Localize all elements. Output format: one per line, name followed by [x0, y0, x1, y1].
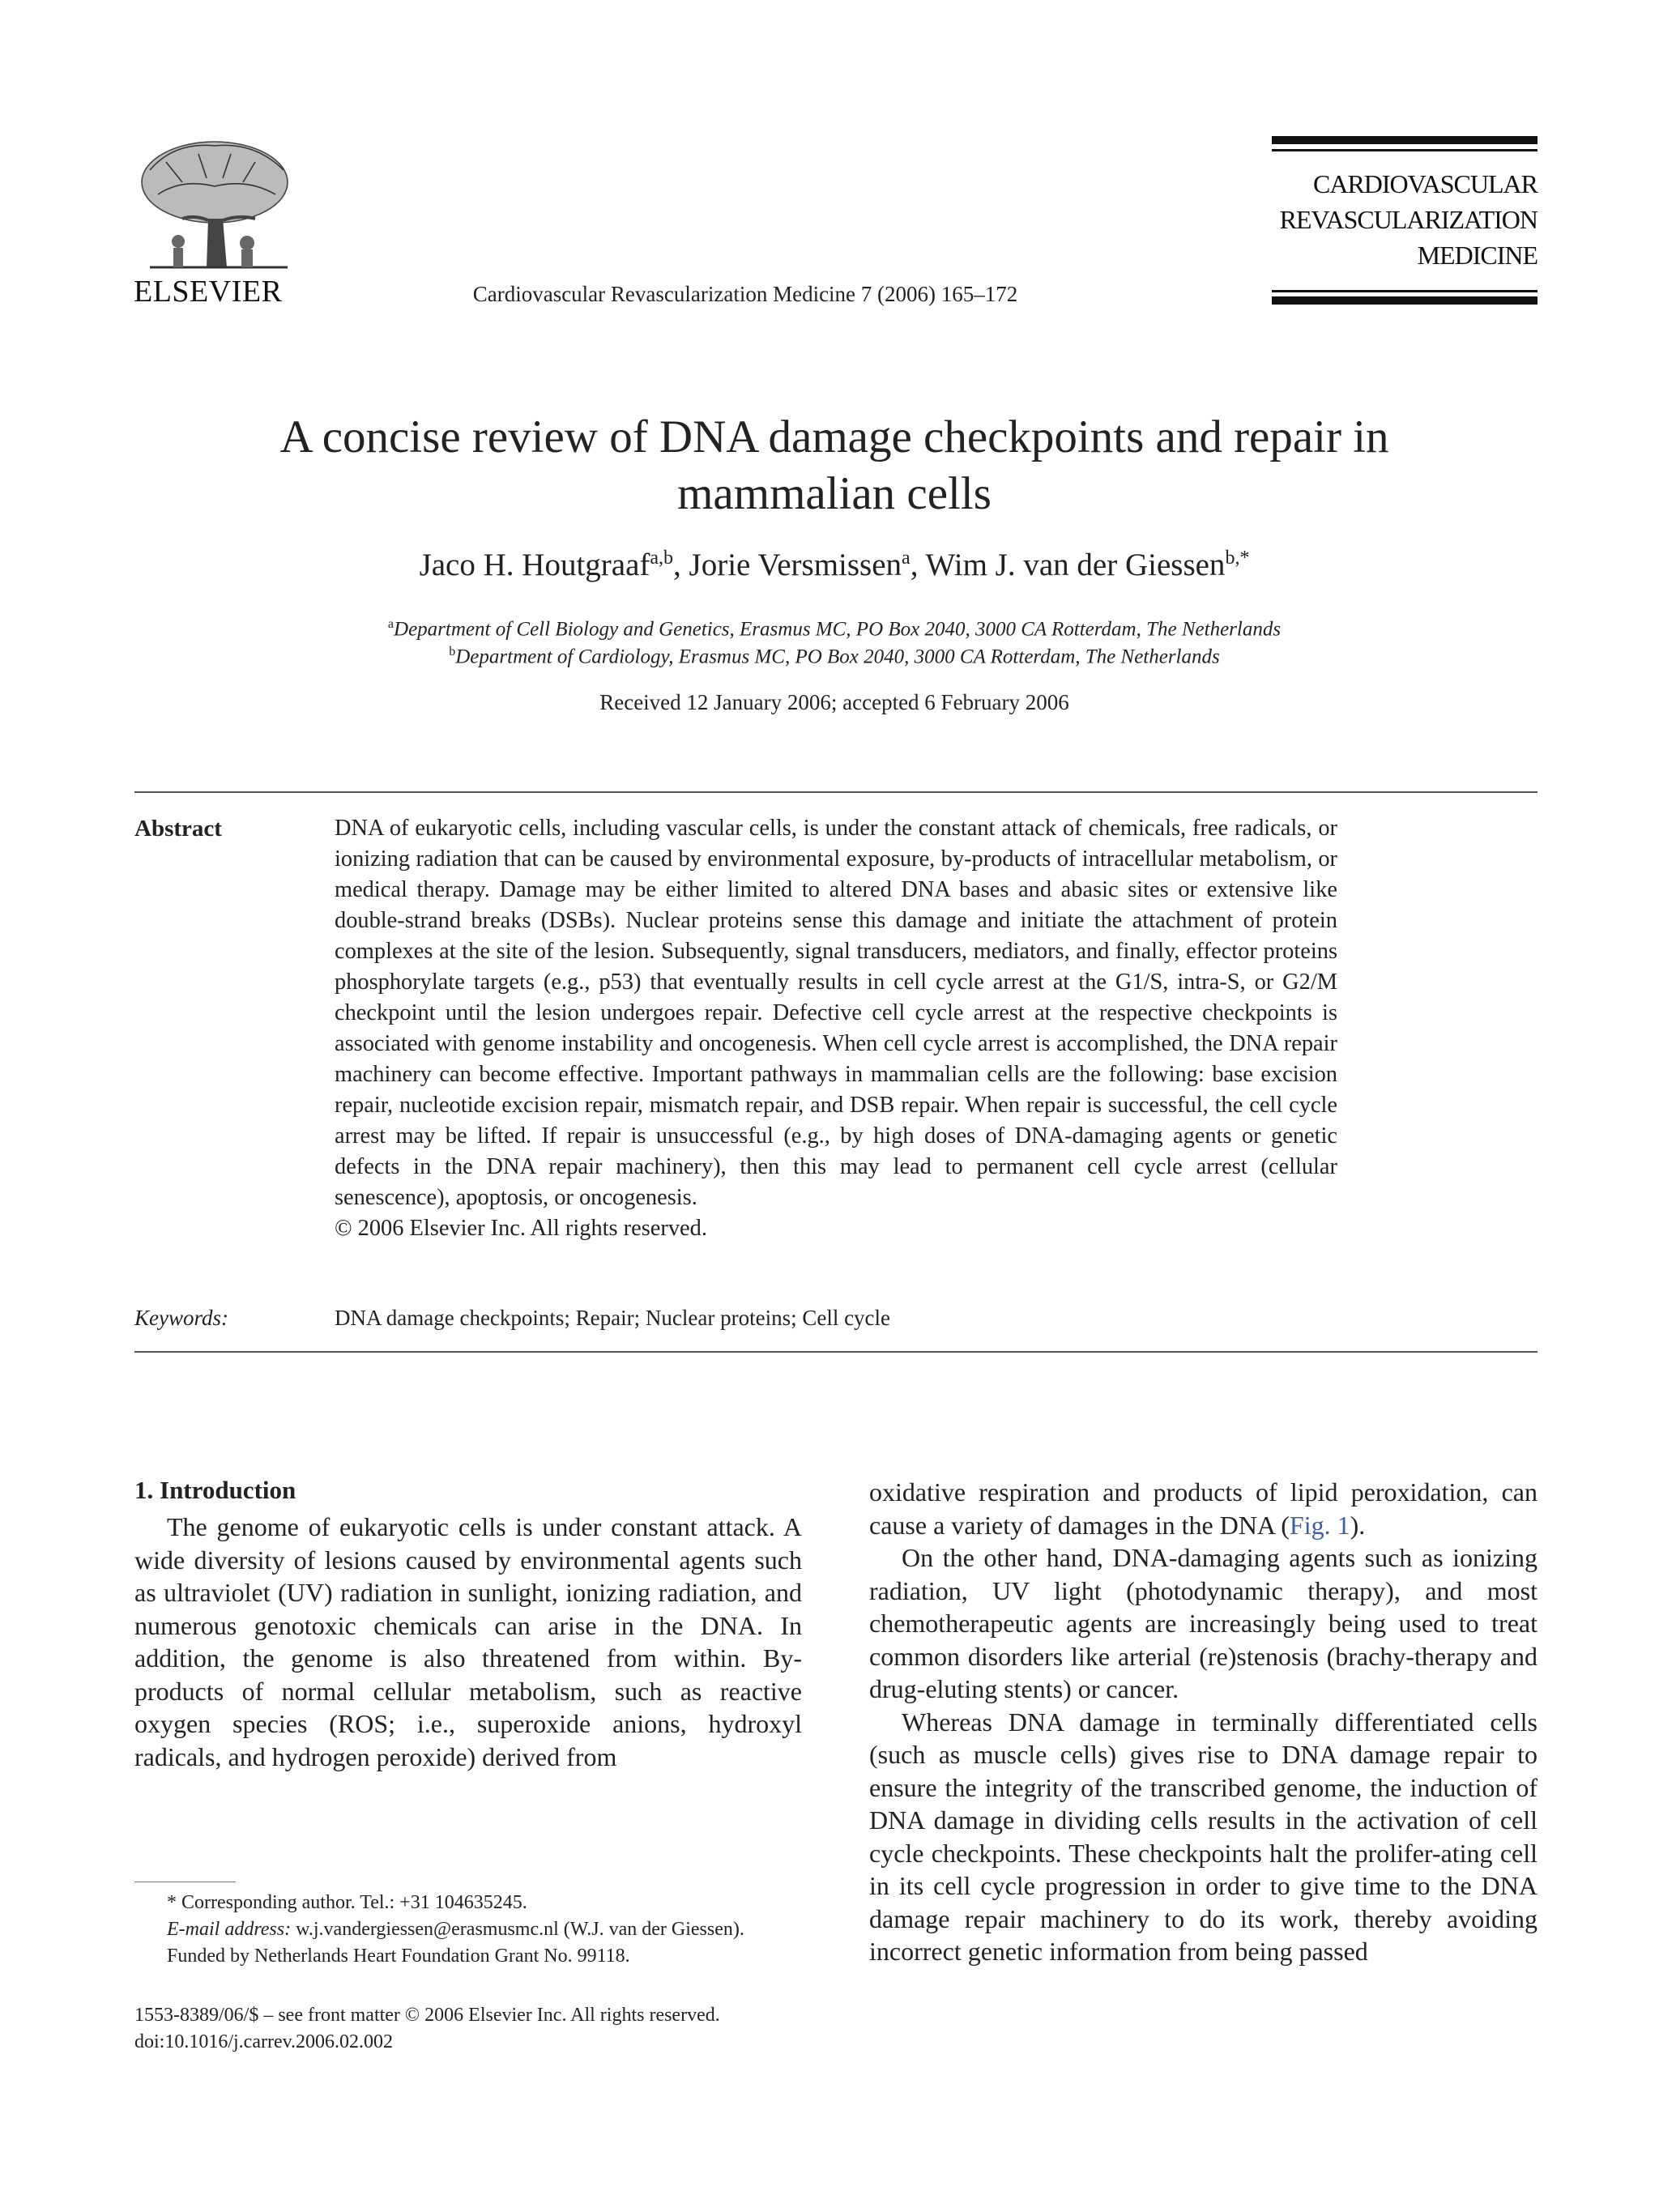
- doi-line[interactable]: doi:10.1016/j.carrev.2006.02.002: [134, 2031, 394, 2052]
- abstract-bottom-rule: [134, 1351, 1537, 1353]
- affiliation-mark: b: [449, 645, 456, 658]
- paragraph-text: oxidative respiration and products of lipid peroxidation, can cause a variety of damages in the DNA (: [869, 1477, 1537, 1540]
- author-affiliation-mark: b,*: [1225, 548, 1250, 569]
- right-column: [869, 1476, 1537, 1968]
- journal-name-line: REVASCULARIZATION: [1279, 205, 1537, 234]
- email-label: E-mail address:: [167, 1919, 292, 1940]
- author-affiliation-mark: a: [902, 548, 911, 569]
- body-paragraph: [869, 1476, 1537, 1541]
- journal-rule: [1272, 136, 1537, 144]
- body-paragraph: Whereas DNA damage in terminally differentiated cells (such as muscle cells) gives rise to DNA damage repair to ensure the integrity of the transcribed genome, the induction of DNA damage in dividing cells results in the activation of cell cycle checkpoints. These checkpoints halt the prolifer-ating cell in its cell cycle progression in order to give time to the DNA damage repair machinery to do its work, thereby avoiding incorrect genetic information from being passed: [869, 1707, 1537, 1966]
- body-paragraph: On the other hand, DNA-damaging agents such as ionizing radiation, UV light (photodynamic therapy), and most chemotherapeutic agents are increasingly being used to treat common disorders like arterial (re)stenosis (brachy-therapy and drug-eluting stents) or cancer.: [869, 1543, 1537, 1703]
- funding-note: Funded by Netherlands Heart Foundation Grant No. 99118.: [167, 1946, 630, 1967]
- keywords-label: Keywords:: [134, 1306, 228, 1330]
- article-title: A concise review of DNA damage checkpoints and repair in mammalian cells: [279, 411, 1389, 519]
- issn-line: 1553-8389/06/$ – see front matter © 2006 Elsevier Inc. All rights reserved.: [134, 2005, 720, 2026]
- affiliation-text: Department of Cell Biology and Genetics, Erasmus MC, PO Box 2040, 3000 CA Rotterdam, The Netherlands: [394, 618, 1282, 641]
- journal-rule: [1272, 149, 1537, 151]
- abstract-copyright: © 2006 Elsevier Inc. All rights reserved.: [335, 1216, 707, 1241]
- author-name: Wim J. van der Giessen: [925, 548, 1226, 582]
- figure-reference-link[interactable]: Fig. 1: [1289, 1510, 1350, 1540]
- paragraph-text: ).: [1350, 1510, 1366, 1540]
- affiliation: [203, 645, 1466, 668]
- abstract-body: [335, 813, 1337, 1244]
- journal-citation: Cardiovascular Revascularization Medicine 7 (2006) 165–172: [472, 282, 1018, 306]
- email-address[interactable]: w.j.vandergiessen@erasmusmc.nl (W.J. van der Giessen).: [296, 1919, 744, 1940]
- affiliation: [203, 617, 1466, 641]
- journal-name-line: MEDICINE: [1417, 241, 1537, 270]
- author-name: Jorie Versmissen: [689, 548, 902, 582]
- journal-name-line: CARDIOVASCULAR: [1312, 169, 1537, 198]
- journal-masthead: [1239, 166, 1537, 273]
- abstract-label: Abstract: [134, 816, 222, 842]
- publisher-name: ELSEVIER: [134, 275, 283, 309]
- author-name: Jaco H. Houtgraaf: [419, 548, 650, 582]
- left-column: [134, 1511, 802, 1773]
- abstract-text: DNA of eukaryotic cells, including vascular cells, is under the constant attack of chemicals, free radicals, or ionizing radiation that can be caused by environmental exposure, by-products of intracellular metabolism, or medical therapy. Damage may be either limited to altered DNA bases and abasic sites or extensive like double-strand breaks (DSBs). Nuclear proteins sense this damage and initiate the attachment of protein complexes at the site of the lesion. Subsequently, signal transducers, mediators, and finally, effector proteins phosphorylate targets (e.g., p53) that eventually results in cell cycle arrest at the G1/S, intra-S, or G2/M checkpoint until the lesion undergoes repair. Defective cell cycle arrest at the respective checkpoints is associated with genome instability and oncogenesis. When cell cycle arrest is accomplished, the DNA repair machinery can become effective. Important pathways in mammalian cells are the following: base excision repair, nucleotide excision repair, mismatch repair, and DSB repair. When repair is successful, the cell cycle arrest may be lifted. If repair is unsuccessful (e.g., by high doses of DNA-damaging agents or genetic defects in the DNA repair machinery), then this may lead to permanent cell cycle arrest (cellular senescence), apoptosis, or oncogenesis.: [335, 816, 1337, 1210]
- body-paragraph: The genome of eukaryotic cells is under constant attack. A wide diversity of lesions caused by environmental agents such as ultraviolet (UV) radiation in sunlight, ionizing radiation, and numerous genotoxic chemicals can arise in the DNA. In addition, the genome is also threatened from within. By-products of normal cellular metabolism, such as reactive oxygen species (ROS; i.e., superoxide anions, hydroxyl radicals, and hydrogen peroxide) derived from: [134, 1512, 802, 1771]
- journal-rule: [1272, 296, 1537, 305]
- keywords-list: DNA damage checkpoints; Repair; Nuclear proteins; Cell cycle: [335, 1306, 891, 1330]
- section-heading: 1. Introduction: [134, 1476, 296, 1504]
- abstract-top-rule: [134, 791, 1537, 793]
- author-list: Jaco H. Houtgraaf$^{a,b}$, Jorie Versmissen$^a$, Wim J. van der Giessen$^{b,*}$: [419, 548, 1250, 582]
- journal-rule: [1272, 290, 1537, 292]
- affiliation-text: Department of Cardiology, Erasmus MC, PO Box 2040, 3000 CA Rotterdam, The Netherlands: [455, 646, 1220, 668]
- email-note: [134, 1916, 815, 1943]
- author-affiliation-mark: a,b: [650, 548, 674, 569]
- received-dates: Received 12 January 2006; accepted 6 February 2006: [599, 690, 1069, 714]
- affiliation-mark: a: [387, 617, 394, 631]
- corresponding-author-note: * Corresponding author. Tel.: +31 104635245.: [167, 1892, 527, 1913]
